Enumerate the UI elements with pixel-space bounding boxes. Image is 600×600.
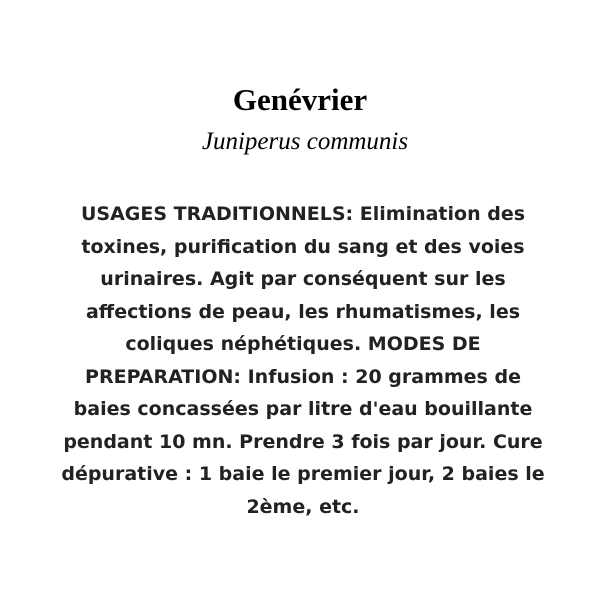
plant-common-name: Genévrier — [232, 82, 368, 117]
plant-latin-name: Juniperus communis — [201, 128, 409, 155]
plant-description: USAGES TRADITIONNELS: Elimination des toxines, purification du sang et des voies urinaires. Agit par conséquent sur les affections de peau, les rhumatismes, les coliques néphétiques. MODES DE PREPARATION: Infusion : 20 grammes de baies concassées par litre d'eau bouillante pendant 10 mn. Prendre 3 fois par jour. Cure dépurative : 1 baie le premier jour, 2 baies le 2ème, etc. — [61, 203, 545, 518]
